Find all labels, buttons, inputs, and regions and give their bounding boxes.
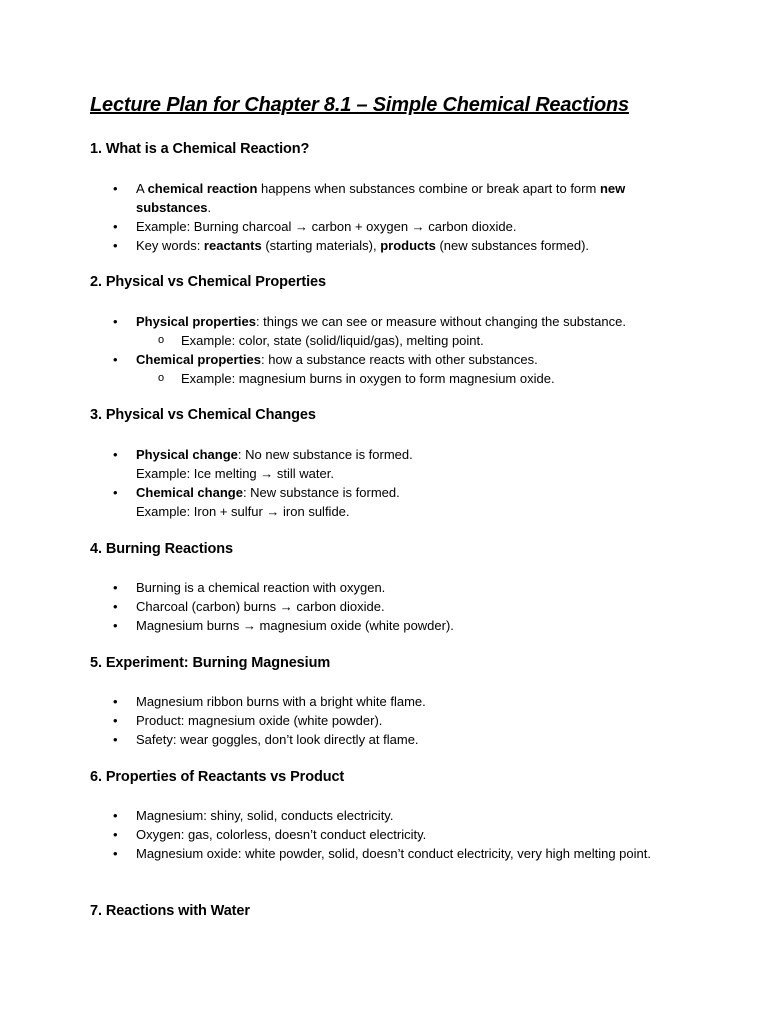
section-4-list (0, 579, 768, 636)
list-item: • Magnesium ribbon burns with a bright white flame. (0, 693, 768, 712)
section-3-list (0, 446, 768, 522)
list-item: • Oxygen: gas, colorless, doesn’t conduct electricity. (0, 826, 768, 845)
section-heading-4: 4. Burning Reactions (90, 541, 234, 557)
section-heading-2: 2. Physical vs Chemical Properties (90, 274, 326, 290)
list-item: • Burning is a chemical reaction with oxygen. (0, 579, 768, 598)
section-2-list (0, 313, 768, 389)
list-item: • Magnesium burns → magnesium oxide (white powder). (0, 617, 768, 636)
section-6-list (0, 807, 768, 864)
list-item: • Physical properties: things we can see or measure without changing the substance. (0, 313, 768, 332)
list-item: • Physical change: No new substance is formed. Example: Ice melting → still water. (0, 446, 768, 484)
section-heading-1: 1. What is a Chemical Reaction? (90, 141, 310, 157)
list-item: • Safety: wear goggles, don’t look directly at flame. (0, 731, 768, 750)
section-heading-3: 3. Physical vs Chemical Changes (90, 407, 316, 423)
section-heading-5: 5. Experiment: Burning Magnesium (90, 655, 331, 671)
sub-list-item: o Example: magnesium burns in oxygen to form magnesium oxide. (0, 370, 768, 389)
list-item: • Product: magnesium oxide (white powder). (0, 712, 768, 731)
section-heading-6: 6. Properties of Reactants vs Product (90, 769, 345, 785)
list-item: • Key words: reactants (starting materials), products (new substances formed). (0, 237, 768, 256)
document-title: Lecture Plan for Chapter 8.1 – Simple Chemical Reactions (90, 94, 629, 116)
list-item: • Magnesium oxide: white powder, solid, doesn’t conduct electricity, very high melting point. (0, 845, 768, 864)
section-1-list (0, 180, 768, 256)
list-item: • Example: Burning charcoal → carbon + oxygen → carbon dioxide. (0, 218, 768, 237)
list-item: • Charcoal (carbon) burns → carbon dioxide. (0, 598, 768, 617)
list-item: • Chemical change: New substance is formed. Example: Iron + sulfur → iron sulfide. (0, 484, 768, 522)
list-item: • Magnesium: shiny, solid, conducts electricity. (0, 807, 768, 826)
section-5-list (0, 693, 768, 750)
sub-list-item: o Example: color, state (solid/liquid/gas), melting point. (0, 332, 768, 351)
section-heading-7: 7. Reactions with Water (90, 903, 250, 919)
list-item: • Chemical properties: how a substance reacts with other substances. (0, 351, 768, 370)
list-item: • A chemical reaction happens when substances combine or break apart to form new substances. (0, 180, 768, 218)
